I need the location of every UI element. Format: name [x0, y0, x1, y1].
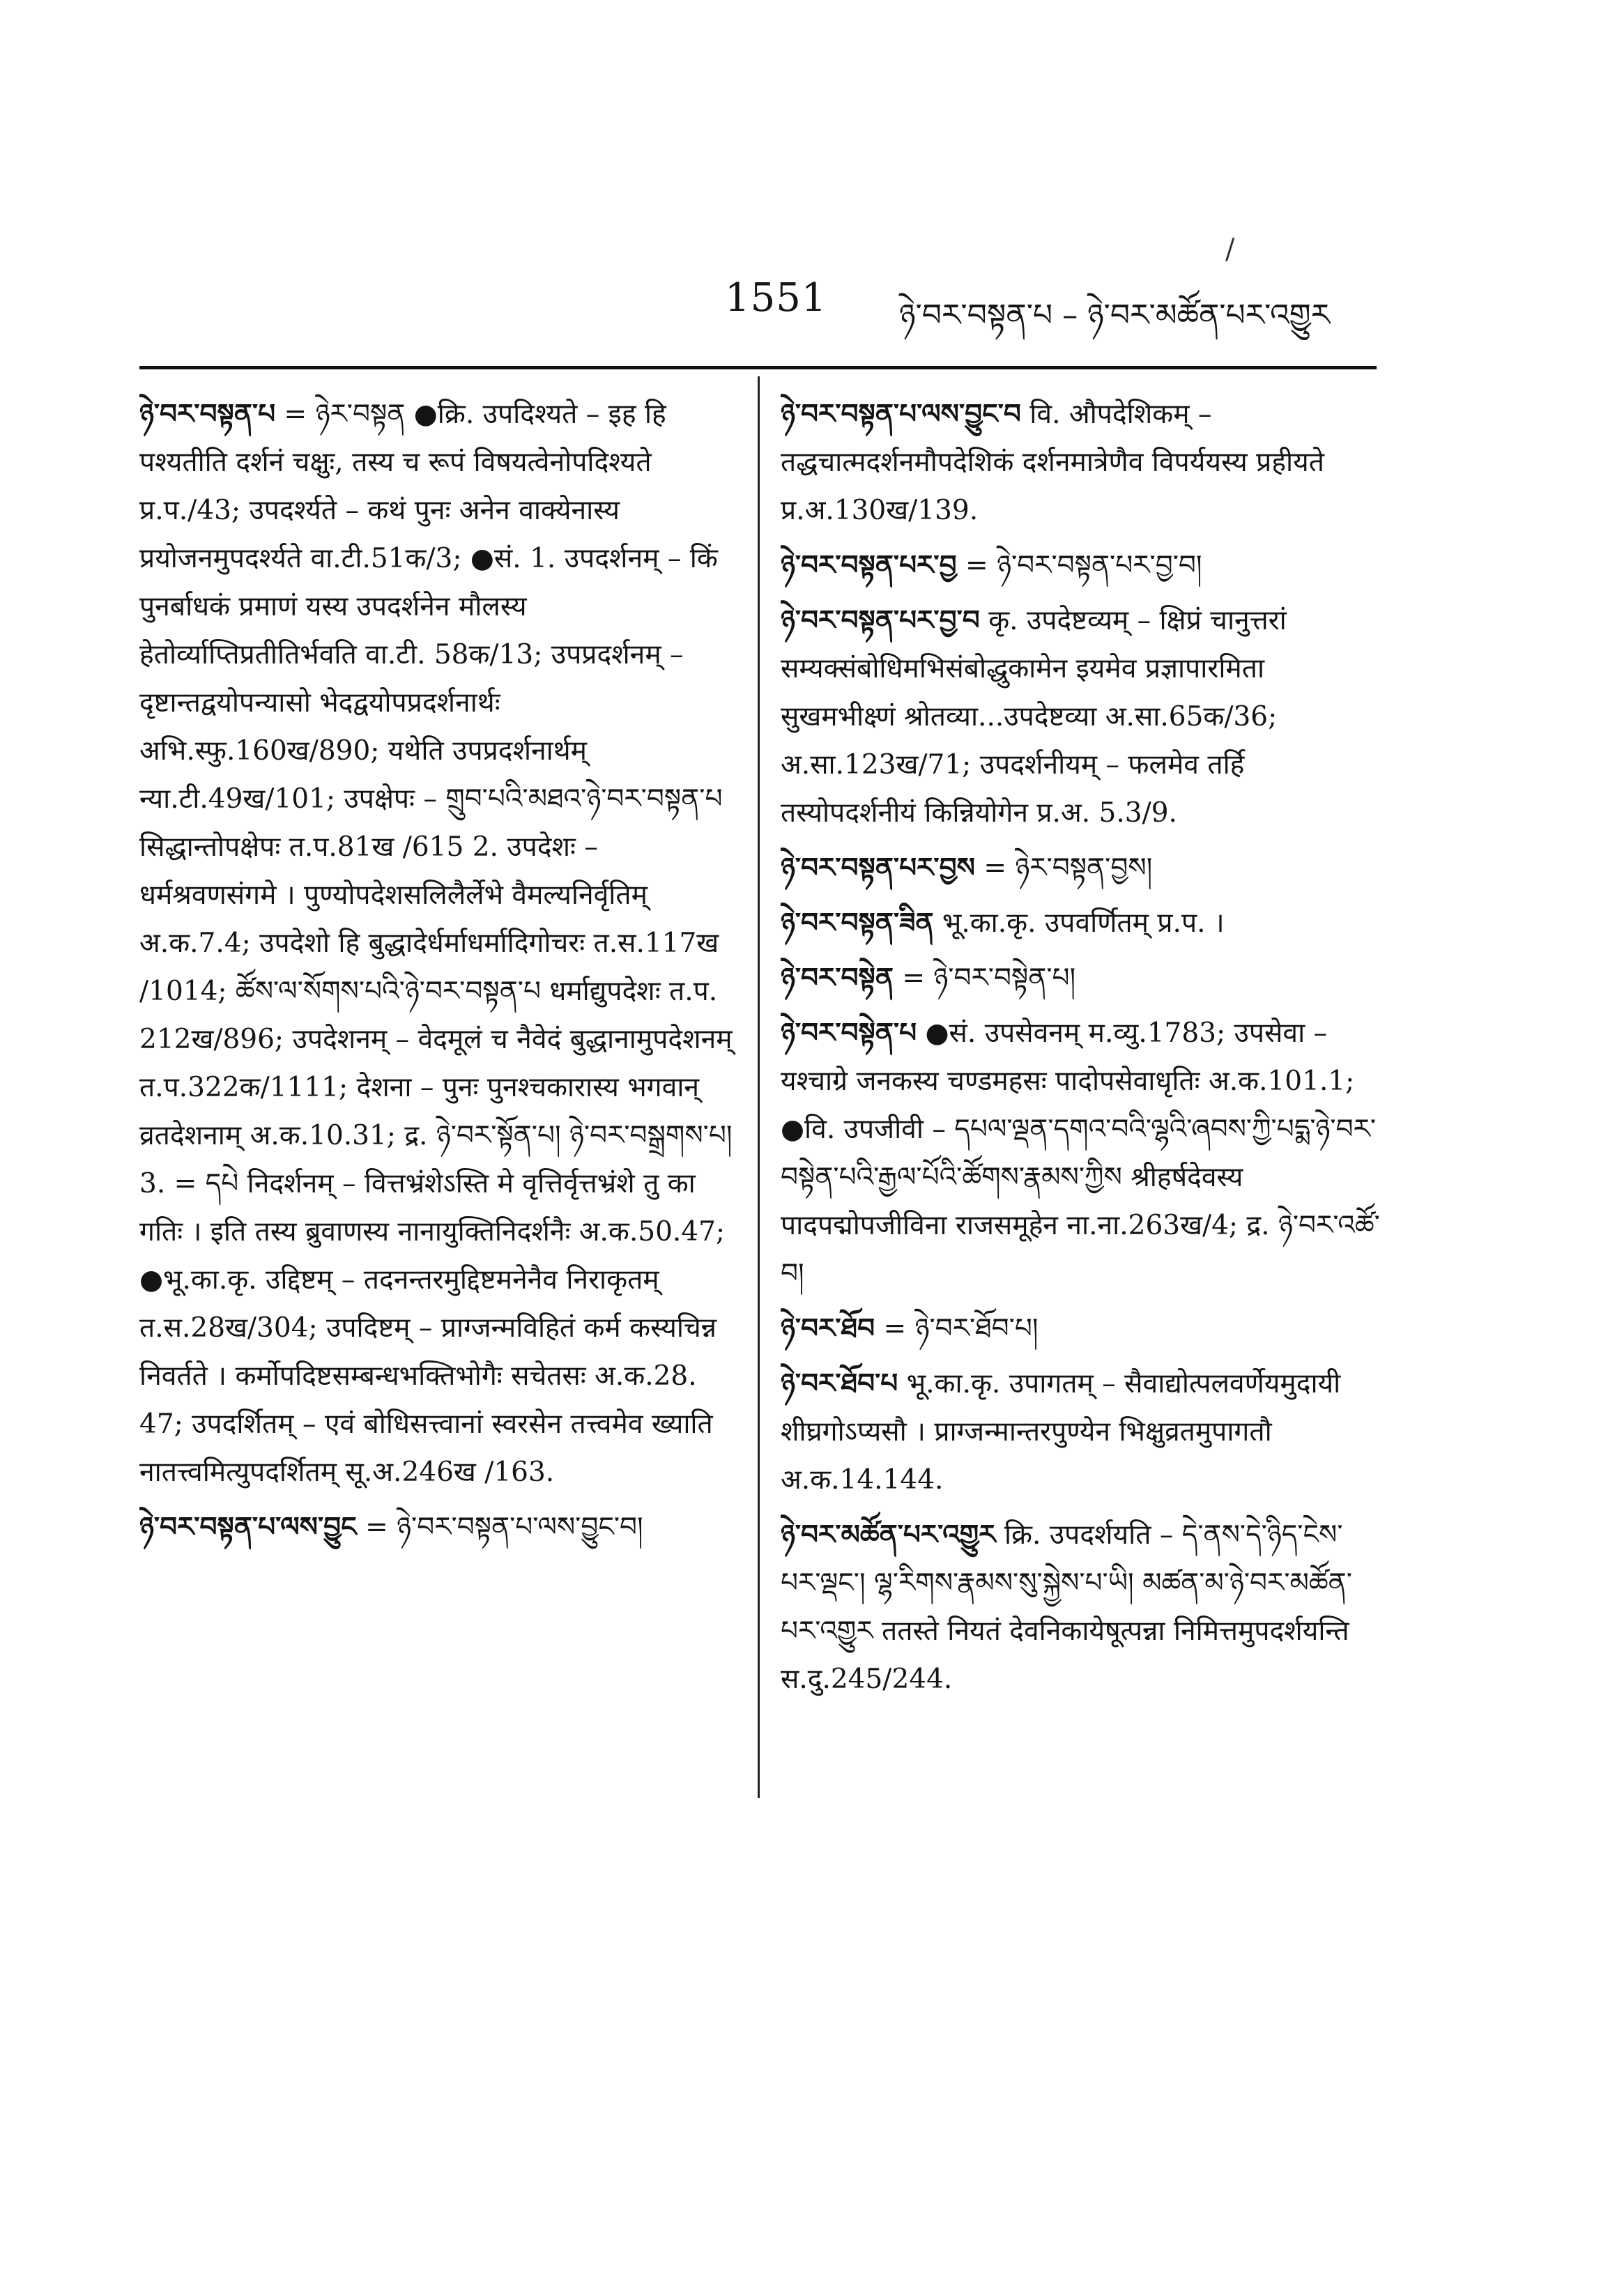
entry-definition: = ཉེ་བར་བསྟེན་པ།	[902, 962, 1076, 994]
entry-definition: = ཉེ་བར་ཐོབ་པ།	[883, 1313, 1039, 1344]
entry-headword: ཉེ་བར་བསྟན་པ	[139, 398, 276, 430]
entry-definition: भू.का.कृ. उपागतम् – सैवाद्योत्पलवर्णेयमुदायी शीघ्रगोऽप्यसौ । प्राग्जन्मान्तरपुण्येन भिक्षुव्रतमुपागतौ अ.क.14.144.	[781, 1368, 1341, 1496]
dictionary-entry	[781, 1009, 1380, 1298]
entry-definition: = ཉེར་བསྟན ●क्रि. उपदिश्यते – इह हि पश्यतीति दर्शनं चक्षुः, तस्य च रूपं विषयत्वेनोपदिश्यते प्र.प./43; उपदर्श्यते – कथं पुनः अनेन वाक्येनास्य प्रयोजनमुपदर्श्यते वा.टी.51क/3; ●सं. 1. उपदर्शनम् – किं पुनर्बाधकं प्रमाणं यस्य उपदर्शनेन मौलस्य हेतोर्व्याप्तिप्रतीतिर्भवति वा.टी. 58क/13; उपप्रदर्शनम् – दृष्टान्तद्वयोपन्यासो भेदद्वयोपप्रदर्शनार्थः अभि.स्फु.160ख/890; यथेति उपप्रदर्शनार्थम् न्या.टी.49ख/101; उपक्षेपः – གྲུབ་པའི་མཐའ་ཉེ་བར་བསྟན་པ सिद्धान्तोपक्षेपः त.प.81ख /615 2. उपदेशः – धर्मश्रवणसंगमे । पुण्योपदेशसलिलैर्लेभे वैमल्यनिर्वृतिम् अ.क.7.4; उपदेशो हि बुद्धादेर्धर्माधर्मादिगोचरः त.स.117ख /1014; ཚོས་ལ་སོགས་པའི་ཉེ་བར་བསྟན་པ धर्माद्युपदेशः त.प. 212ख/896; उपदेशनम् – वेदमूलं च नैवेदं बुद्धानामुपदेशनम् त.प.322क/1111; देशना – पुनः पुनश्चकारास्य भगवान् व्रतदेशनाम् अ.क.10.31; द्र. ཉེ་བར་སྟོན་པ། ཉེ་བར་བསྒྲགས་པ། 3. = དཔེ निदर्शनम् – वित्तभ्रंशेऽस्ति मे वृत्तिर्वृत्तभ्रंशे तु का गतिः । इति तस्य ब्रुवाणस्य नानायुक्तिनिदर्शनैः अ.क.50.47; ●भू.का.कृ. उद्दिष्टम् – तदनन्तरमुद्दिष्टमनेनैव निराकृतम् त.स.28ख/304; उपदिष्टम् – प्राग्जन्मविहितं कर्म कस्यचिन्न निवर्तते । कर्मोपदिष्टसम्बन्धभक्तिभोगैः सचेतसः अ.क.28. 47; उपदर्शितम् – एवं बोधिसत्त्वानां स्वरसेन तत्त्वमेव ख्याति नातत्त्वमित्युपदर्शितम् सू.अ.246ख /163.	[139, 399, 733, 1488]
entry-definition: = ཉེར་བསྟན་བྱས།	[983, 852, 1153, 884]
entry-headword: ཉེ་བར་བསྟེན་པ	[781, 1017, 917, 1049]
entry-definition: क्रि. उपदर्शयति – དེ་ནས་དེ་ཉིད་ངེས་པར་ལྡང་། ལྷ་རིགས་རྣམས་སུ་སྐྱེས་པ་ཡི། མཚན་མ་ཉེ་བར་མཚོན་པར་འགྱུར ततस्ते नियतं देवनिकायेषूत्पन्ना निमित्तमुपदर्शयन्ति स.दु.245/244.	[781, 1519, 1352, 1695]
corner-mark: /	[1225, 233, 1235, 266]
entry-definition: वि. औपदेशिकम् – तद्धचात्मदर्शनमौपदेशिकं दर्शनमात्रेणैव विपर्ययस्य प्रहीयते प्र.अ.130ख/139.	[781, 399, 1324, 526]
entry-headword: ཉེ་བར་བསྟན་ཟིན	[781, 907, 934, 939]
entry-headword: ཉེ་བར་བསྟན་པར་བྱ་བ	[781, 604, 980, 636]
dictionary-entry	[781, 1511, 1380, 1703]
entry-headword: ཉེ་བར་བསྟེན	[781, 962, 894, 994]
right-column	[781, 390, 1380, 1710]
entry-headword: ཉེ་བར་བསྟན་པ་ལས་བྱུང	[139, 1511, 357, 1543]
entry-headword: ཉེ་བར་ཐོབ	[781, 1312, 875, 1344]
dictionary-entry	[139, 1503, 739, 1551]
entry-headword: ཉེ་བར་བསྟན་པར་བྱས	[781, 852, 975, 884]
dictionary-entry	[781, 899, 1380, 947]
page-number: 1551	[725, 275, 827, 321]
entry-definition: = ཉེ་བར་བསྟན་པ་ལས་བྱུང་བ།	[365, 1512, 643, 1543]
entry-headword: ཉེ་བར་ཐོབ་པ	[781, 1367, 898, 1399]
column-divider	[758, 376, 760, 1798]
entry-headword: ཉེ་བར་བསྟན་པར་བྱ	[781, 549, 957, 581]
entry-headword: ཉེ་བར་མཚོན་པར་འགྱུར	[781, 1519, 996, 1551]
dictionary-entry	[781, 954, 1380, 1002]
entry-definition: भू.का.कृ. उपवर्णितम् प्र.प. ।	[942, 907, 1225, 939]
dictionary-entry	[781, 844, 1380, 892]
entry-headword: ཉེ་བར་བསྟན་པ་ལས་བྱུང་བ	[781, 398, 1021, 430]
header-rule	[139, 366, 1377, 369]
dictionary-entry	[781, 542, 1380, 590]
dictionary-entry	[139, 390, 739, 1496]
dictionary-entry	[781, 1305, 1380, 1353]
dictionary-entry	[781, 390, 1380, 535]
entry-definition: = ཉེ་བར་བསྟན་པར་བྱ་བ།	[965, 550, 1202, 581]
page-header	[0, 275, 1624, 338]
running-head: ཉེ་བར་བསྟན་པ – ཉེ་བར་མཚོན་པར་འགྱུར	[899, 298, 1331, 333]
left-column	[139, 390, 739, 1558]
entry-definition: ●सं. उपसेवनम् म.व्यु.1783; उपसेवा – यश्चाग्रे जनकस्य चण्डमहसः पादोपसेवाधृतिः अ.क.101.1; ●वि. उपजीवी – དཔལ་ལྡན་དགའ་བའི་ལྷའི་ཞབས་ཀྱི་པདྨ་ཉེ་བར་བསྟེན་པའི་རྒྱལ་པོའི་ཚོགས་རྣམས་ཀྱིས श्रीहर्षदेवस्य पादपद्मोपजीविना राजसमूहेन ना.ना.263ख/4; द्र. ཉེ་བར་འཚོ་བ།	[781, 1018, 1380, 1289]
dictionary-entry	[781, 1360, 1380, 1504]
entry-definition: कृ. उपदेष्टव्यम् – क्षिप्रं चानुत्तरां सम्यक्संबोधिमभिसंबोद्धुकामेन इयमेव प्रज्ञापारमिता सुखमभीक्ष्णं श्रोतव्या...उपदेष्टव्या अ.सा.65क/36; अ.सा.123ख/71; उपदर्शनीयम् – फलमेव तर्हि तस्योपदर्शनीयं किन्नियोगेन प्र.अ. 5.3/9.	[781, 605, 1287, 829]
dictionary-entry	[781, 597, 1380, 837]
